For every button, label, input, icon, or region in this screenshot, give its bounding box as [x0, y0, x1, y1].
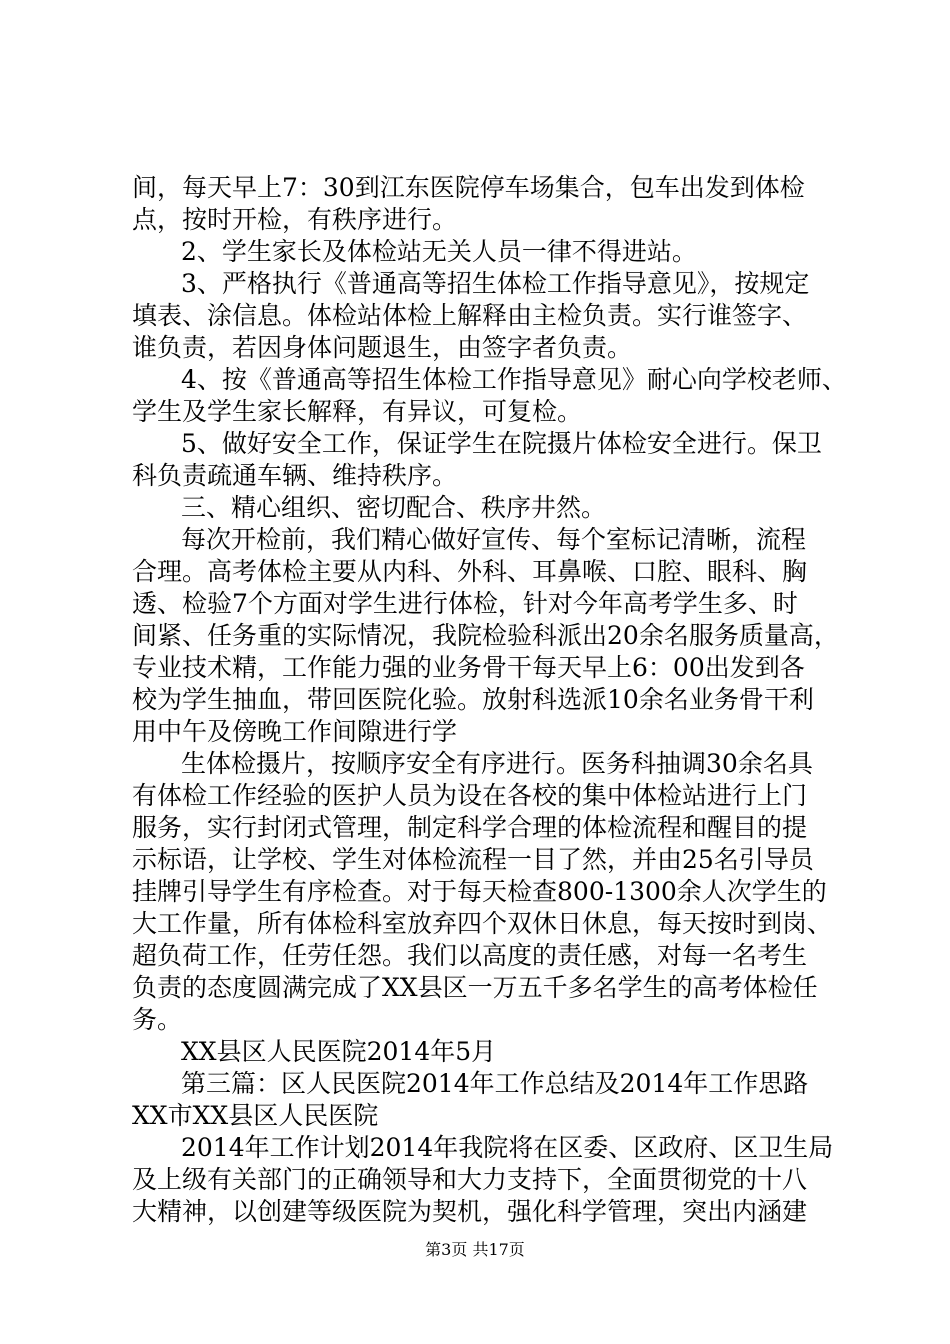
text-line: 谁负责，若因身体问题退生，由签字者负责。: [132, 333, 633, 362]
text-line: 大精神，以创建等级医院为契机，强化科学管理，突出内涵建: [132, 1197, 808, 1226]
text-line: 点，按时开检，有秩序进行。: [132, 205, 458, 234]
text-line: 填表、涂信息。体检站体检上解释由主检负责。实行谁签字、: [132, 301, 808, 330]
text-line: 服务，实行封闭式管理，制定科学合理的体检流程和醒目的提: [132, 813, 808, 842]
text-line: 示标语，让学校、学生对体检流程一目了然，并由25名引导员: [132, 845, 814, 874]
text-line: 2、学生家长及体检站无关人员一律不得进站。: [181, 237, 697, 266]
text-line: 校为学生抽血，带回医院化验。放射科选派10余名业务骨干利: [132, 685, 814, 714]
text-line: 生体检摄片，按顺序安全有序进行。医务科抽调30余名具: [181, 749, 813, 778]
section-heading: 三、精心组织、密切配合、秩序井然。: [181, 493, 607, 522]
text-line: 2014年工作计划2014年我院将在区委、区政府、区卫生局: [181, 1133, 834, 1162]
text-line: 5、做好安全工作，保证学生在院摄片体检安全进行。保卫: [181, 429, 822, 458]
text-line: 每次开检前，我们精心做好宣传、每个室标记清晰，流程: [181, 525, 807, 554]
text-line: 有体检工作经验的医护人员为设在各校的集中体检站进行上门: [132, 781, 808, 810]
document-body: [132, 172, 847, 1228]
text-line: 负责的态度圆满完成了XX县区一万五千多名学生的高考体检任: [132, 973, 818, 1002]
text-line: 间紧、任务重的实际情况，我院检验科派出20余名服务质量高，: [132, 621, 839, 650]
signature-line: XX县区人民医院2014年5月: [181, 1037, 497, 1066]
text-line: 合理。高考体检主要从内科、外科、耳鼻喉、口腔、眼科、胸: [132, 557, 808, 586]
text-line: 专业技术精，工作能力强的业务骨干每天早上6：00出发到各: [132, 653, 805, 682]
text-line: 3、严格执行《普通高等招生体检工作指导意见》，按规定: [181, 269, 810, 298]
text-line: 务。: [132, 1005, 183, 1034]
text-line: 超负荷工作，任劳任怨。我们以高度的责任感，对每一名考生: [132, 941, 808, 970]
text-line: 学生及学生家长解释，有异议，可复检。: [132, 397, 583, 426]
text-line: 挂牌引导学生有序检查。对于每天检查800-1300余人次学生的: [132, 877, 827, 906]
text-line: XX市XX县区人民医院: [132, 1101, 379, 1130]
text-line: 科负责疏通车辆、维持秩序。: [132, 461, 458, 490]
text-line: 4、按《普通高等招生体检工作指导意见》耐心向学校老师、: [181, 365, 847, 394]
text-line: 间，每天早上7：30到江东医院停车场集合，包车出发到体检: [132, 173, 805, 202]
text-line: 及上级有关部门的正确领导和大力支持下，全面贯彻党的十八: [132, 1165, 808, 1194]
chapter-title: 第三篇：区人民医院2014年工作总结及2014年工作思路: [181, 1069, 809, 1098]
page-footer: 第3页 共17页: [425, 1240, 525, 1259]
text-line: 用中午及傍晚工作间隙进行学: [132, 717, 458, 746]
text-line: 透、检验7个方面对学生进行体检，针对今年高考学生多、时: [132, 589, 798, 618]
text-line: 大工作量，所有体检科室放弃四个双休日休息，每天按时到岗、: [132, 909, 833, 938]
